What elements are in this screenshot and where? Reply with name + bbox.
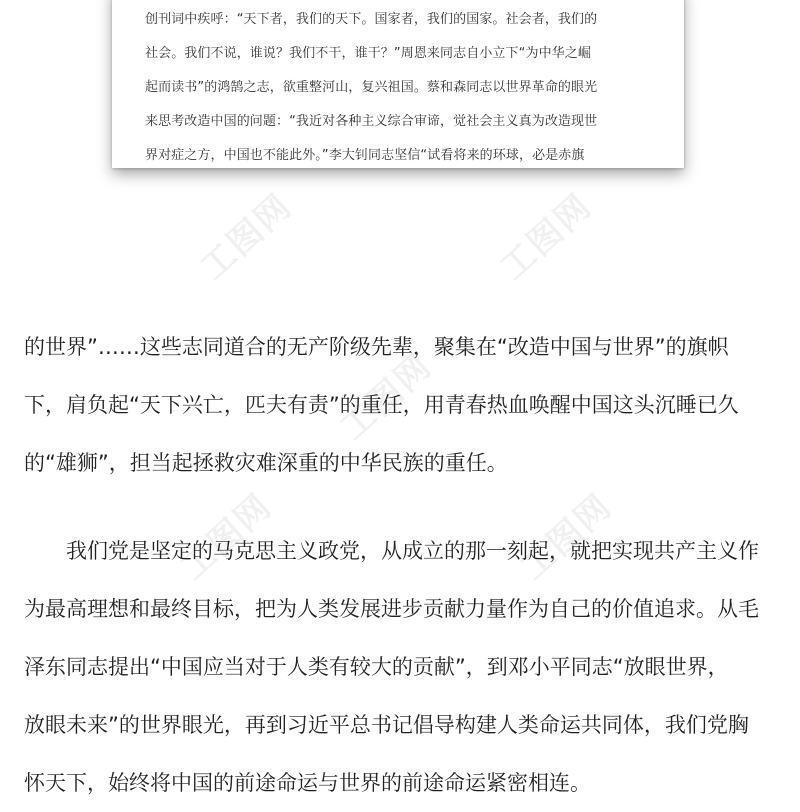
text-line: 的世界”……这些志同道合的无产阶级先辈，聚集在“改造中国与世界”的旗帜 (24, 335, 729, 359)
card-line: 来思考改造中国的问题：“我近对各种主义综合审谛，觉社会主义真为改造现世 (145, 114, 598, 129)
watermark: 工图网 (512, 486, 620, 589)
text-line: 下，肩负起“天下兴亡，匹夫有责”的重任，用青春热血唤醒中国这头沉睡已久 (24, 393, 739, 417)
text-line: 泽东同志提出“中国应当对于人类有较大的贡献”，到邓小平同志“放眼世界， (24, 655, 729, 679)
text-line: 放眼未来”的世界眼光，再到习近平总书记倡导构建人类命运共同体，我们党胸 (24, 713, 749, 737)
watermark: 工图网 (192, 186, 300, 289)
watermark: 工图网 (332, 346, 440, 449)
quote-card (112, 0, 684, 168)
text-line: 怀天下，始终将中国的前途命运与世界的前途命运紧密相连。 (24, 771, 591, 795)
text-line: 的“雄狮”，担当起拯救灾难深重的中华民族的重任。 (24, 451, 508, 475)
card-line: 界对症之方，中国也不能此外。”李大钊同志坚信“试看将来的环球，必是赤旗 (145, 148, 585, 163)
watermark: 工图网 (492, 186, 600, 289)
card-line: 起而读书”的鸿鹄之志，欲重整河山，复兴祖国。蔡和森同志以世界革命的眼光 (145, 80, 598, 95)
text-line: 为最高理想和最终目标，把为人类发展进步贡献力量作为自己的价值追求。从毛 (24, 597, 759, 621)
paragraph-gap (24, 492, 784, 522)
text-line: 我们党是坚定的马克思主义政党，从成立的那一刻起，就把实现共产主义作 (24, 539, 759, 563)
quote-card-text (145, 3, 665, 168)
paragraph-2 (24, 522, 784, 812)
card-line: 社会。我们不说，谁说？我们不干，谁干？”周恩来同志自小立下“为中华之崛 (145, 46, 591, 61)
watermark: 工图网 (172, 486, 280, 589)
card-line: 创刊词中疾呼：“天下者，我们的天下。国家者，我们的国家。社会者，我们的 (145, 12, 598, 27)
article-body (24, 318, 784, 812)
paragraph-1 (24, 318, 784, 492)
